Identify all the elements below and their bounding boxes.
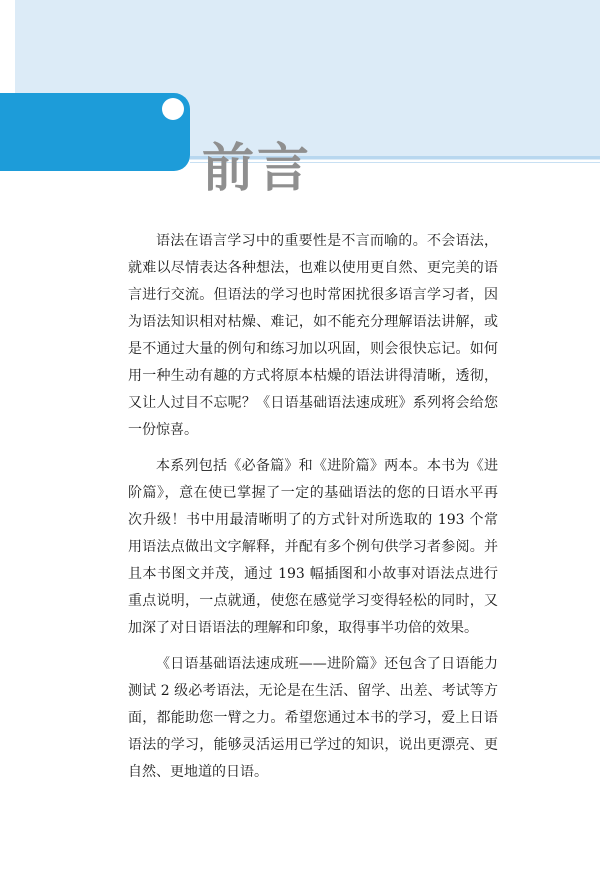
title-tab <box>0 93 190 171</box>
preface-body <box>128 228 498 795</box>
paragraph-3: 《日语基础语法速成班——进阶篇》还包含了日语能力测试 2 级必考语法，无论是在生活、留学、出差、考试等方面，都能助您一臂之力。希望您通过本书的学习，爱上日语语法的学习，能够灵活运用已学过的知识，说出更漂亮、更自然、更地道的日语。 <box>128 656 498 780</box>
paragraph-1: 语法在语言学习中的重要性是不言而喻的。不会语法，就难以尽情表达各种想法，也难以使用更自然、更完美的语言进行交流。但语法的学习也时常困扰很多语言学习者，因为语法知识相对枯燥、难记，如不能充分理解语法讲解，或是不通过大量的例句和练习加以巩固，则会很快忘记。如何用一种生动有趣的方式将原本枯燥的语法讲得清晰，透彻，又让人过目不忘呢？《日语基础语法速成班》系列将会给您一份惊喜。 <box>128 233 498 438</box>
tab-dot-icon <box>162 98 184 120</box>
paragraph-2: 本系列包括《必备篇》和《进阶篇》两本。本书为《进阶篇》，意在使已掌握了一定的基础语法的您的日语水平再次升级！书中用最清晰明了的方式针对所选取的 193 个常用语法点做出文字解释，并配有多个例句供学习者参阅。并且本书图文并茂，通过 193 幅插图和小故事对语法点进行重点说明，一点就通，使您在感觉学习变得轻松的同时，又加深了对日语语法的理解和印象，取得事半功倍的效果。 <box>128 458 498 636</box>
page-title: 前言 <box>202 138 313 199</box>
